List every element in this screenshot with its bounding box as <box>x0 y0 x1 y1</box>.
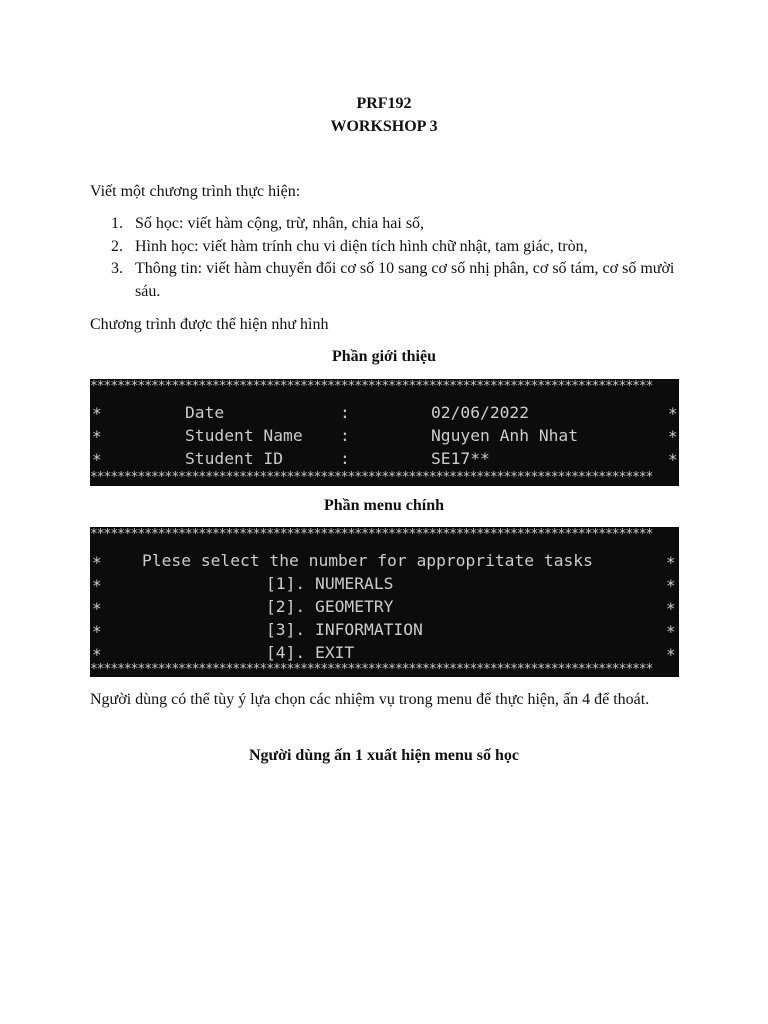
caption-main-menu: Phần menu chính <box>323 497 445 514</box>
console-edge: * <box>668 404 678 423</box>
console-value: SE17** <box>431 449 490 468</box>
console-label: Student ID <box>185 449 284 468</box>
console-edge: * <box>666 553 676 572</box>
console-edge: * <box>92 645 102 664</box>
menu-option-information: [3]. INFORMATION <box>266 620 423 639</box>
caption-intro-section: Phần giới thiệu <box>332 348 436 365</box>
list-number: 3. <box>111 260 123 277</box>
console-intro-screenshot <box>90 379 679 486</box>
caption-numerals-menu: Người dùng ấn 1 xuất hiện menu số học <box>248 747 520 764</box>
console-edge: * <box>668 427 678 446</box>
menu-option-geometry: [2]. GEOMETRY <box>266 597 394 616</box>
course-code: PRF192 <box>356 95 412 112</box>
console-edge: * <box>92 450 102 469</box>
console-label: Student Name <box>185 426 303 445</box>
console-menu-screenshot <box>90 527 679 677</box>
console-edge: * <box>666 576 676 595</box>
menu-option-numerals: [1]. NUMERALS <box>266 574 394 593</box>
console-sep: : <box>340 449 350 468</box>
list-number: 1. <box>111 215 123 232</box>
console-border-top: *********************************************************************************** <box>90 379 653 394</box>
console-edge: * <box>666 599 676 618</box>
list-text: Hình học: viết hàm trính chu vi diện tích hình chữ nhật, tam giác, tròn, <box>135 237 588 255</box>
console-edge: * <box>92 622 102 641</box>
list-item <box>90 258 680 303</box>
list-text: Số học: viết hàm cộng, trừ, nhân, chia hai số, <box>135 215 425 232</box>
console-edge: * <box>666 645 676 664</box>
console-edge: * <box>668 450 678 469</box>
console-value: Nguyen Anh Nhat <box>431 426 579 445</box>
user-note-text: Người dùng có thể tùy ý lựa chọn các nhiệm vụ trong menu để thực hiện, ấn 4 để thoát. <box>90 691 650 708</box>
menu-option-exit: [4]. EXIT <box>266 643 355 662</box>
list-item <box>90 236 680 259</box>
console-edge: * <box>92 553 102 572</box>
list-text: Thông tin: viết hàm chuyển đổi cơ số 10 sang cơ số nhị phân, cơ số tám, cơ số mười sáu. <box>135 260 675 300</box>
console-sep: : <box>340 426 350 445</box>
console-border-top: *********************************************************************************** <box>90 527 653 542</box>
console-edge: * <box>92 404 102 423</box>
console-border-bottom: *********************************************************************************** <box>90 662 653 677</box>
list-item <box>90 213 680 236</box>
console-edge: * <box>92 427 102 446</box>
shown-as-text: Chương trình được thể hiện như hình <box>90 316 329 333</box>
console-prompt: Plese select the number for appropritate tasks <box>142 551 593 570</box>
workshop-title: WORKSHOP 3 <box>330 118 438 135</box>
console-label: Date <box>185 403 225 422</box>
task-list <box>90 213 680 303</box>
console-edge: * <box>92 599 102 618</box>
list-number: 2. <box>111 237 123 255</box>
console-value: 02/06/2022 <box>431 403 530 422</box>
console-sep: : <box>340 403 350 422</box>
console-edge: * <box>666 622 676 641</box>
console-edge: * <box>92 576 102 595</box>
intro-text: Viết một chương trình thực hiện: <box>90 183 301 200</box>
console-border-bottom: *********************************************************************************** <box>90 470 653 485</box>
